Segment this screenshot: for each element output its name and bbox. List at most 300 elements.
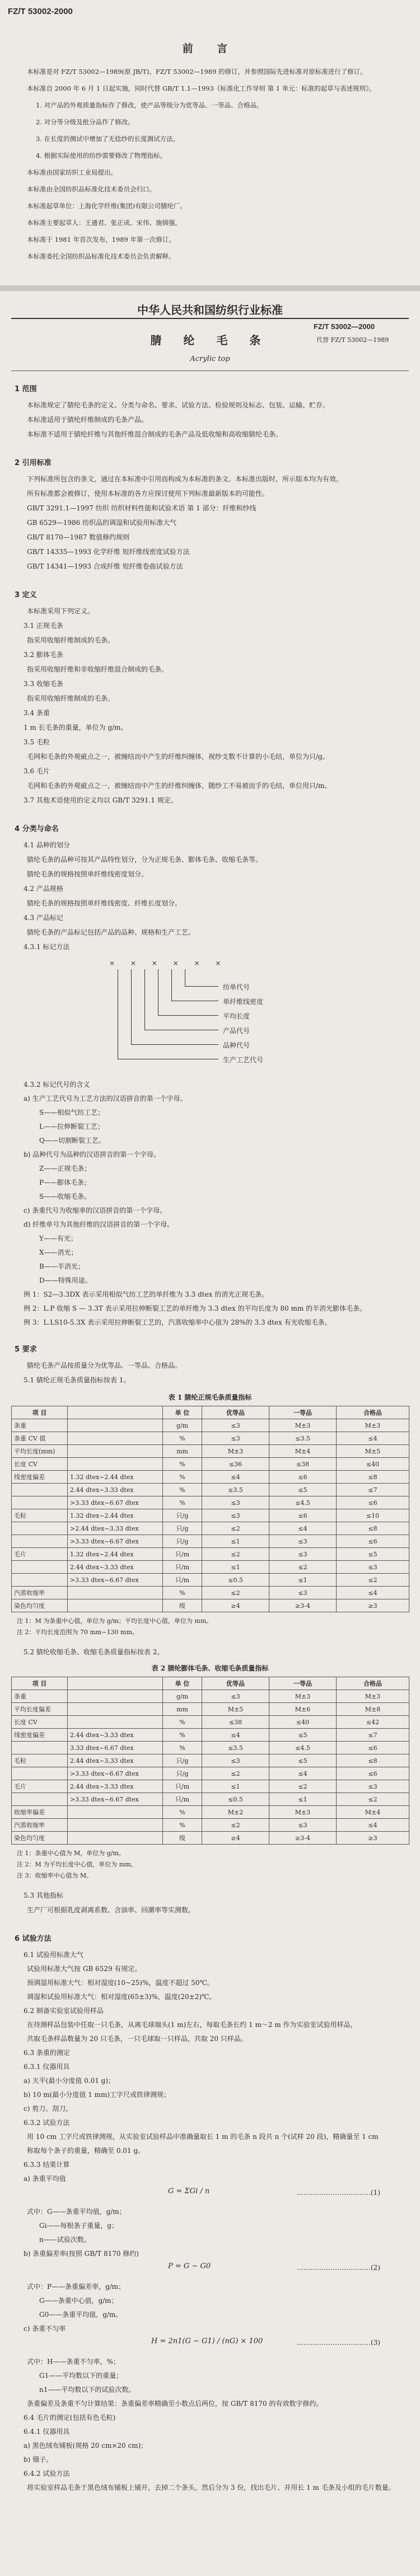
table1 xyxy=(11,1406,409,1612)
table-cell xyxy=(12,1535,68,1548)
table-cell: M±3 xyxy=(269,1690,337,1703)
table2-note: 注 3：收缩率中心值为 M。 xyxy=(17,1872,93,1879)
table-cell: mm xyxy=(163,1445,202,1458)
table-cell: ≤4.5 xyxy=(269,1496,337,1509)
s6-line: 6.1 试验用标准大气 xyxy=(24,1951,83,1959)
s3-line: 1 m 长毛条的重量，单位为 g/m。 xyxy=(24,724,128,731)
table-cell: ≤4 xyxy=(337,1819,409,1832)
table-cell: >3.33 dtex~6.67 dtex xyxy=(68,1496,163,1509)
standard-title: 腈 纶 毛 条 xyxy=(150,334,270,347)
table-cell: ≤7 xyxy=(337,1484,409,1496)
legend-leader xyxy=(131,969,132,1044)
table-cell: ≤2 xyxy=(269,1561,337,1574)
table-row xyxy=(12,1509,409,1522)
table-cell: ≤2 xyxy=(269,1780,337,1793)
table-row xyxy=(12,1484,409,1496)
s2-heading: 2 引用标准 xyxy=(15,459,52,467)
table-row xyxy=(12,1690,409,1703)
table-cell xyxy=(68,1716,163,1729)
table-cell: ≤4 xyxy=(202,1471,269,1484)
table-cell: ≤1 xyxy=(269,1574,337,1587)
table-cell: ≤4 xyxy=(269,1522,337,1535)
s43-line: D——特殊用途。 xyxy=(39,1277,92,1284)
page-divider xyxy=(0,285,420,291)
table-cell: ≤8 xyxy=(337,1522,409,1535)
s6-line: 6.4 毛片的测定(包括有色毛粒) xyxy=(24,2414,116,2422)
table-cell xyxy=(68,1806,163,1819)
table-cell: 级 xyxy=(163,1832,202,1845)
s6-line: 在待测样品包装中任取一只毛条，从离毛球端头(1 m)左右，每取毛条长约 1 m～2 m 作为实验室试验用样品， xyxy=(27,2021,357,2029)
table-cell: M±3 xyxy=(269,1806,337,1819)
table-header: 一等品 xyxy=(269,1677,337,1690)
table-cell: 1.32 dtex~2.44 dtex xyxy=(68,1471,163,1484)
table-cell: >3.33 dtex~6.67 dtex xyxy=(68,1767,163,1780)
table-cell xyxy=(12,1561,68,1574)
table-cell: ≤42 xyxy=(337,1716,409,1729)
table-cell: M±3 xyxy=(202,1445,269,1458)
table-cell: ≤3.5 xyxy=(202,1742,269,1754)
table-row xyxy=(12,1806,409,1819)
table-cell: ≤2 xyxy=(202,1548,269,1561)
s6-line: n——试验次数。 xyxy=(39,2236,91,2244)
table-cell: mm xyxy=(163,1703,202,1716)
table-cell: 条重 xyxy=(12,1690,68,1703)
s53-line: 生产厂可根据乳度剥离系数、含油率、回潮率等实测数。 xyxy=(27,1906,195,1914)
table-cell xyxy=(68,1599,163,1612)
table-cell xyxy=(68,1445,163,1458)
table-cell: ≤2 xyxy=(337,1574,409,1587)
table-cell: % xyxy=(163,1729,202,1742)
table-cell: ≤2 xyxy=(202,1767,269,1780)
s6-line: n1——平均数以下的试验次数。 xyxy=(39,2386,136,2394)
s6-line: c) 条重不匀率 xyxy=(24,2325,66,2333)
table-cell: ≤3 xyxy=(269,1548,337,1561)
table-cell: ≤38 xyxy=(202,1716,269,1729)
table-cell: ≤0.5 xyxy=(202,1793,269,1806)
table-cell: 1.32 dtex~2.44 dtex xyxy=(68,1509,163,1522)
table-cell: ≤3 xyxy=(269,1587,337,1599)
table-row xyxy=(12,1419,409,1432)
s3-line: 指采用收缩纤维制成的毛条。 xyxy=(27,695,115,702)
table-cell: 只/g xyxy=(163,1535,202,1548)
s6-line: 6.3 条重的测定 xyxy=(24,2049,70,2057)
table-cell: M±4 xyxy=(269,1445,337,1458)
s4-line: 4.3 产品标记 xyxy=(24,914,63,922)
table-row xyxy=(12,1716,409,1729)
s2-line: GB/T 3291.1—1997 纺织 纺织材料性能和试验术语 第 1 部分：纤维和纱线 xyxy=(27,504,256,512)
foreword-line: 本标准委托全国纺织品标准化技术委员会负责解释。 xyxy=(27,252,175,260)
s3-line: 3.4 条重 xyxy=(24,709,50,717)
s6-line: 6.4.2 试验方法 xyxy=(24,2470,70,2478)
table-cell: M±4 xyxy=(337,1806,409,1819)
table-cell: M±3 xyxy=(337,1419,409,1432)
table-row xyxy=(12,1548,409,1561)
foreword-line: 本标准于 1981 年首次发布，1989 年第一次修订。 xyxy=(27,236,175,243)
title-rule xyxy=(11,370,409,371)
table-cell: 毛粒 xyxy=(12,1509,68,1522)
table-cell: ≤3 xyxy=(202,1419,269,1432)
legend-leader-h xyxy=(185,986,218,987)
table2-caption: 表 2 腈纶膨体毛条、收缩毛条质量指标 xyxy=(151,1664,269,1672)
s43-line: S——相似气纺工艺； xyxy=(39,1109,105,1116)
legend-leader xyxy=(144,969,145,1030)
s43-line: b) 品种代号为品种的汉语拼音的第一个字母。 xyxy=(24,1151,161,1158)
table-cell: % xyxy=(163,1716,202,1729)
table-cell: M±5 xyxy=(202,1703,269,1716)
table-cell xyxy=(12,1496,68,1509)
table-cell: ≤6 xyxy=(337,1742,409,1754)
s43-line: d) 纤维单号为其他纤维的汉语拼音的第一个字母。 xyxy=(24,1221,174,1228)
table-cell: ≤8 xyxy=(337,1471,409,1484)
table-cell: % xyxy=(163,1458,202,1471)
table-cell: 2.44 dtex~3.33 dtex xyxy=(68,1780,163,1793)
s6-line: 将实验室样品毛条于黑色绒布铺板上铺开，去掉二个条头，然后分为 3 份，找出毛片、并用长 1 m 毛条及小组的毛片数量。 xyxy=(27,2484,395,2491)
legend-label: 纺单代号 xyxy=(223,983,250,991)
replaces-code: 代替 FZ/T 53002—1989 xyxy=(316,336,389,344)
s43-line: 例 2：L.P 收缩 S — 3.3T 表示采用拉伸断裂工艺的单纤维为 3.3 dtex 的平均长度为 80 mm 的半消光膨体毛条。 xyxy=(24,1305,367,1312)
s5-line: 5.1 腈纶正规毛条质量指标按表 1。 xyxy=(24,1376,130,1384)
foreword-line: 本标准由国家纺织工业局提出。 xyxy=(27,168,117,176)
table-cell: 1.32 dtex~2.44 dtex xyxy=(68,1548,163,1561)
table-cell: 只/g xyxy=(163,1522,202,1535)
table-cell: ≤6 xyxy=(337,1767,409,1780)
table-cell: ≤6 xyxy=(337,1496,409,1509)
foreword-line: 4. 根据实际使用的纺纱需要修改了物理指标。 xyxy=(36,152,167,159)
s1-line: 本标准适用于腈纶纤维制成的毛条产品。 xyxy=(27,416,148,424)
table-cell: 毛片 xyxy=(12,1548,68,1561)
table1-caption: 表 1 腈纶正规毛条质量指标 xyxy=(168,1393,252,1401)
s2-line: 下列标准所包含的条文，通过在本标准中引用而构成为本标准的条文。本标准出版时，所示版本均为有效。 xyxy=(27,475,343,483)
table-row xyxy=(12,1832,409,1845)
s4-line: 腈纶毛条的规格按照单纤维线密度、纤维长度划分。 xyxy=(27,899,182,907)
s3-line: 3.1 正规毛条 xyxy=(24,622,63,630)
table-row xyxy=(12,1496,409,1509)
table-cell: ≤2 xyxy=(202,1819,269,1832)
table-cell: 只/g xyxy=(163,1754,202,1767)
table-cell xyxy=(12,1742,68,1754)
s6-line: 6.4.1 仪器用具 xyxy=(24,2428,70,2436)
s3-line: 3.5 毛粒 xyxy=(24,738,50,746)
table2 xyxy=(11,1677,409,1845)
table-cell: ≤4 xyxy=(337,1587,409,1599)
s6-line: a) 条重平均值 xyxy=(24,2175,66,2183)
legend-label: 生产工艺代号 xyxy=(223,1056,264,1064)
table-cell: 染色均匀度 xyxy=(12,1832,68,1845)
foreword-line: 本标准是对 FZ/T 53002—1989(原 JB/T)、FZ/T 53002—1989 的修订，并参照国际先进标准对原标准进行了修订。 xyxy=(27,68,367,76)
table-cell xyxy=(12,1484,68,1496)
table-cell: ≤6 xyxy=(269,1509,337,1522)
s2-line: GB/T 14335—1993 化学纤维 短纤维线密度试验方法 xyxy=(27,548,190,556)
table-cell: ≥3-4 xyxy=(269,1599,337,1612)
table-header: 优等品 xyxy=(202,1406,269,1419)
s43-line: Q——切割断裂工艺。 xyxy=(39,1137,105,1144)
table-cell: ≤5 xyxy=(337,1548,409,1561)
s2-line: GB 6529—1986 纺织品的调湿和试验用标准大气 xyxy=(27,519,177,527)
table-cell: ≤3 xyxy=(269,1535,337,1548)
table-cell: ≤4 xyxy=(202,1729,269,1742)
table-cell: 汽蒸收缩率 xyxy=(12,1587,68,1599)
formula-1-no: ……………………………(1) xyxy=(297,2189,380,2197)
s6-line: 6.3.2 试验方法 xyxy=(24,2119,70,2127)
s6-line: 6.3.1 仪器用具 xyxy=(24,2063,70,2071)
table-cell: 染色均匀度 xyxy=(12,1599,68,1612)
table-cell: 只/m xyxy=(163,1793,202,1806)
table-cell: ≤5 xyxy=(269,1729,337,1742)
table-cell: ≤38 xyxy=(269,1458,337,1471)
table-cell: 平均长度(mm) xyxy=(12,1445,68,1458)
s6-line: 6.2 制备实验室试验用样品 xyxy=(24,2007,104,2015)
s53-line: 5.3 其他指标 xyxy=(24,1892,63,1899)
table-row xyxy=(12,1561,409,1574)
table-cell: % xyxy=(163,1806,202,1819)
table-cell: ≥3 xyxy=(337,1832,409,1845)
table-cell: ≤4.5 xyxy=(269,1742,337,1754)
s6-line: 预调湿用标准大气：相对湿度(10~25)%，温度不超过 50℃。 xyxy=(27,1979,214,1987)
table-cell: 只/m xyxy=(163,1780,202,1793)
s6-heading: 6 试验方法 xyxy=(15,1935,52,1943)
table-cell: ≤3 xyxy=(269,1819,337,1832)
s43-line: a) 生产工艺代号为工艺方法的汉语拼音的第一个字母。 xyxy=(24,1095,187,1102)
s43-line: 4.3.2 标记代号的含义 xyxy=(24,1081,90,1088)
s43-line: P——膨体毛条； xyxy=(39,1179,91,1186)
table-row xyxy=(12,1742,409,1754)
table-cell: ≤6 xyxy=(337,1535,409,1548)
table-cell: ≤7 xyxy=(337,1729,409,1742)
table-cell: >3.33 dtex~6.67 dtex xyxy=(68,1793,163,1806)
table-cell xyxy=(12,1767,68,1780)
s43-line: B——半消光； xyxy=(39,1263,85,1270)
table-cell: ≤1 xyxy=(202,1780,269,1793)
header-code: FZ/T 53002-2000 xyxy=(8,7,73,16)
table1-note: 注 2：平均长度范围为 70 mm~130 mm。 xyxy=(17,1629,138,1636)
table-cell: % xyxy=(163,1471,202,1484)
table-cell: ≤5 xyxy=(269,1484,337,1496)
table-cell: % xyxy=(163,1496,202,1509)
table-cell: 收缩率偏差 xyxy=(12,1806,68,1819)
table-cell xyxy=(68,1587,163,1599)
table-header xyxy=(68,1406,163,1419)
s3-line: 本标准采用下列定义。 xyxy=(27,607,95,615)
s4-heading: 4 分类与命名 xyxy=(15,825,59,833)
s6-line: b) 10 m(最小分度值 1 mm)工字尺或铁律测规； xyxy=(24,2091,171,2099)
legend-label: 产品代号 xyxy=(223,1027,250,1035)
s6-line: 用 10 cm 工字尺或铁律测规，从实验室试验样品中准确量取长 1 m 的毛条 n 段共 n 个(试样 20 段)，精确量至 1 cm xyxy=(27,2133,379,2141)
s4-line: 4.2 产品规格 xyxy=(24,885,63,893)
s43-line: Y——有光； xyxy=(39,1235,77,1242)
table-cell xyxy=(12,1793,68,1806)
table-row xyxy=(12,1574,409,1587)
table-row xyxy=(12,1780,409,1793)
formula-2-no: ……………………………(2) xyxy=(297,2264,380,2272)
table-cell: % xyxy=(163,1819,202,1832)
s43-line: S——收缩毛条。 xyxy=(39,1193,91,1200)
table-cell: ≤0.5 xyxy=(202,1574,269,1587)
s3-line: 3.3 收缩毛条 xyxy=(24,680,63,688)
s6-line: 条重偏差及条重不匀计算结果：条重偏差率精确至小数点后两位，按 GB/T 8170 的有效数字修约。 xyxy=(27,2400,323,2408)
foreword-line: 1. 对产品的外观质量指标作了修改，使产品等级分为优等品、一等品、合格品。 xyxy=(36,101,263,109)
legend-label: 品种代号 xyxy=(223,1041,250,1049)
s43-line: 例 3：L.LS10-5.3X 表示采用拉伸断裂工艺的，汽蒸收缩率中心值为 28%的 3.3 dtex 有光收缩毛条。 xyxy=(24,1319,332,1326)
table-cell: >3.33 dtex~6.67 dtex xyxy=(68,1574,163,1587)
table-cell xyxy=(68,1690,163,1703)
table-cell: 条重 CV 值 xyxy=(12,1432,68,1445)
s4-line: 4.1 品种的划分 xyxy=(24,841,70,849)
s43-line: X——消光； xyxy=(39,1249,78,1256)
table-cell: 只/m xyxy=(163,1561,202,1574)
table-cell: ≤5 xyxy=(269,1754,337,1767)
table-cell: M±3 xyxy=(337,1690,409,1703)
table-cell: ≤1 xyxy=(202,1535,269,1548)
table-header: 优等品 xyxy=(202,1677,269,1690)
table-cell: 2.44 dtex~3.33 dtex xyxy=(68,1561,163,1574)
table2-note: 注 1：条重中心值为 M，单位为 g/m。 xyxy=(17,1850,125,1857)
table-cell: 只/g xyxy=(163,1767,202,1780)
table-cell: ≤2 xyxy=(202,1587,269,1599)
table-header: 单 位 xyxy=(163,1406,202,1419)
table-row xyxy=(12,1819,409,1832)
legend-leader xyxy=(171,969,172,1001)
table-header: 合格品 xyxy=(337,1406,409,1419)
table-header: 项 目 xyxy=(12,1406,68,1419)
table-cell xyxy=(12,1522,68,1535)
s43-line: L——拉伸断裂工艺； xyxy=(39,1123,104,1130)
table-row xyxy=(12,1767,409,1780)
s2-line: 所有标准都会被修订，使用本标准的各方应探讨使用下列标准最新版本的可能性。 xyxy=(27,490,269,498)
table-cell: ≤3 xyxy=(202,1690,269,1703)
table-cell: ≤3.5 xyxy=(269,1432,337,1445)
s6-line: 试验用标准大气按 GB 6529 有规定。 xyxy=(27,1965,142,1973)
table-cell: ≤1 xyxy=(202,1561,269,1574)
table-cell xyxy=(68,1832,163,1845)
table-cell: >2.44 dtex~3.33 dtex xyxy=(68,1522,163,1535)
s4-line: 4.3.1 标记方法 xyxy=(24,943,70,951)
table-cell xyxy=(68,1458,163,1471)
formula-1: G = ΣGi / n xyxy=(168,2187,210,2195)
s3-line: 指采用收缩纤维和非收缩纤维混合制成的毛条。 xyxy=(27,665,169,673)
s6-line: a) 天平(最小分度值 0.01 g)； xyxy=(24,2077,115,2085)
s3-line: 毛网和毛条的外观疵点之一，被缠结而中产生的纤维纠缠体，视纱支数不计算的小毛结，单位为只/g。 xyxy=(27,753,329,761)
s6-line: 6.3.3 结果计算 xyxy=(24,2161,70,2169)
table-cell xyxy=(68,1432,163,1445)
legend-label: 单纤维线密度 xyxy=(223,998,264,1006)
table-cell: ≤2 xyxy=(337,1793,409,1806)
table-row xyxy=(12,1445,409,1458)
legend-label: 平均长度 xyxy=(223,1012,250,1020)
table-cell: M±8 xyxy=(337,1703,409,1716)
table-cell: 3.33 dtex~6.67 dtex xyxy=(68,1742,163,1754)
table-header xyxy=(68,1677,163,1690)
table-row xyxy=(12,1729,409,1742)
table-cell: ≤6 xyxy=(269,1471,337,1484)
table-cell: ≥4 xyxy=(202,1599,269,1612)
table-cell: 只/g xyxy=(163,1509,202,1522)
s5-heading: 5 要求 xyxy=(15,1345,37,1354)
table-row xyxy=(12,1703,409,1716)
table-cell: % xyxy=(163,1742,202,1754)
table-header: 单 位 xyxy=(163,1677,202,1690)
table-cell: % xyxy=(163,1587,202,1599)
table-cell: 线密度偏差 xyxy=(12,1471,68,1484)
table-row xyxy=(12,1587,409,1599)
table-cell xyxy=(68,1703,163,1716)
s43-line: c) 条重代号为收缩率的汉语拼音的第一个字母。 xyxy=(24,1207,167,1214)
table-cell: >3.33 dtex~6.67 dtex xyxy=(68,1535,163,1548)
table-cell: M±5 xyxy=(337,1445,409,1458)
s6-line: G——条重中心值，g/m； xyxy=(39,2297,118,2305)
table-cell: M±2 xyxy=(202,1806,269,1819)
foreword-line: 本标准起草单位：上海化学纤维(集团)有限公司腈纶厂。 xyxy=(27,202,186,210)
table-cell: ≤1 xyxy=(269,1793,337,1806)
legend-leader-h xyxy=(131,1044,218,1045)
s43-line: Z——正规毛条； xyxy=(39,1165,91,1172)
code-marks: × × × × × × xyxy=(109,959,228,967)
table-cell: 毛片 xyxy=(12,1780,68,1793)
s3-heading: 3 定义 xyxy=(15,591,37,599)
table-cell: % xyxy=(163,1484,202,1496)
table-cell: ≤40 xyxy=(269,1716,337,1729)
table-cell: ≤3 xyxy=(337,1780,409,1793)
table-cell: ≥4 xyxy=(202,1832,269,1845)
foreword-line: 2. 对分等分级及批分品作了修改。 xyxy=(36,118,134,126)
s2-line: GB/T 14341—1993 合成纤维 短纤维卷曲试验方法 xyxy=(27,562,183,570)
s43-line: 例 1：S2—3.3DX 表示采用相似气纺工艺的单纤维为 3.3 dtex 的消光正规毛条。 xyxy=(24,1291,269,1298)
table-cell: 2.44 dtex~3.33 dtex xyxy=(68,1729,163,1742)
table-cell: 2.44 dtex~3.33 dtex xyxy=(68,1484,163,1496)
standard-title-en: Acrylic top xyxy=(190,355,230,363)
table-row xyxy=(12,1599,409,1612)
formula-3: H = 2n1(G − G1) / (nG) × 100 xyxy=(151,2337,263,2345)
foreword-line: 本标准自 2000 年 6 月 1 日起实施，同时代替 GB/T 1.1—1993《标准化工作导则 第 1 单元：标准的起草与表述规则》。 xyxy=(27,85,376,92)
s6-line: 式中：H——条重不匀率，%； xyxy=(27,2358,120,2366)
foreword-line: 3. 在长度的测试中增加了无捻纱的长度测试方法。 xyxy=(36,135,180,143)
s3-line: 指采用收缩纤维制成的毛条。 xyxy=(27,636,115,644)
table-cell: % xyxy=(163,1432,202,1445)
s4-line: 腈纶毛条的品种可按其产品特性划分，分为正规毛条、膨体毛条、收缩毛条等。 xyxy=(27,856,263,864)
table-cell: 条重 xyxy=(12,1419,68,1432)
s4-line: 腈纶毛条的产品标记包括产品的品种、规格和生产工艺。 xyxy=(27,928,195,936)
table-cell: 级 xyxy=(163,1599,202,1612)
foreword-line: 本标准由全国纺织品标准化技术委员会归口。 xyxy=(27,185,156,193)
table-cell: ≤3 xyxy=(202,1754,269,1767)
table-cell: 平均长度偏差 xyxy=(12,1703,68,1716)
table-cell: ≤36 xyxy=(202,1458,269,1471)
table-cell: ≤3.5 xyxy=(202,1484,269,1496)
foreword-title: 前 言 xyxy=(182,43,238,55)
s3-line: 3.7 其他术语使用的定义均以 GB/T 3291.1 规定。 xyxy=(24,796,178,804)
s6-line: 式中：P——条重偏差率，g/m； xyxy=(27,2283,125,2291)
table-cell: ≥3 xyxy=(337,1599,409,1612)
table-cell: g/m xyxy=(163,1690,202,1703)
table-row xyxy=(12,1793,409,1806)
table-cell: 2.44 dtex~3.33 dtex xyxy=(68,1754,163,1767)
table-cell: ≤4 xyxy=(269,1767,337,1780)
table2-note: 注 2：M 为平均长度中心值，单位为 mm。 xyxy=(17,1861,137,1868)
s6-line: a) 黑色绒布铺板(规格 20 cm×20 cm)； xyxy=(24,2442,148,2450)
s4-line: 腈纶毛条的规格按照单纤维线密度划分。 xyxy=(27,870,148,878)
standard-issuer: 中华人民共和国纺织行业标准 xyxy=(137,303,283,317)
s6-line: Gi——每根条子重量，g； xyxy=(39,2222,119,2230)
s52-line: 5.2 腈纶收缩毛条、收缩毛条质量指标按表 2。 xyxy=(24,1648,164,1656)
s3-line: 毛网和毛条的外观疵点之一，被缠结而中产生的纤维纠缠体，随纱工不易被而手的毛结，单位用只/m。 xyxy=(27,782,332,790)
table-cell: 长度 CV xyxy=(12,1458,68,1471)
s6-line: 调湿和试验用标准大气：相对湿度(65±3)%，温度(20±2)℃。 xyxy=(27,1993,216,2001)
table-row xyxy=(12,1458,409,1471)
table-cell: 汽蒸收缩率 xyxy=(12,1819,68,1832)
s6-line: c) 剪刀、刮刀。 xyxy=(24,2105,73,2113)
standard-code: FZ/T 53002—2000 xyxy=(314,322,375,331)
s6-line: G1——平均数以下的重量； xyxy=(39,2372,123,2380)
table-header: 合格品 xyxy=(337,1677,409,1690)
